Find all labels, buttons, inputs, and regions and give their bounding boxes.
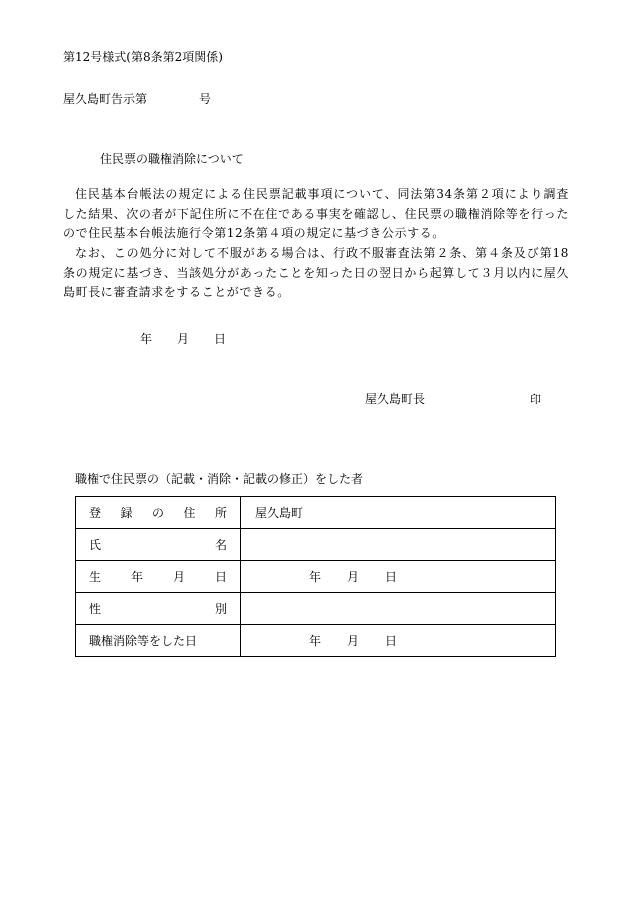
removal-label: 職権消除等をした日 (76, 625, 241, 657)
body-paragraph-2: なお、この処分に対して不服がある場合は、行政不服審査法第２条、第４条及び第18条の規定に基づき、当該処分があったことを知った日の翌日から起算して３月以内に屋久島町長に審査請求をすることができる。 (63, 246, 569, 299)
signature-office: 屋久島町長 (365, 392, 426, 406)
table-row-birth (76, 561, 556, 593)
table-row-name (76, 529, 556, 561)
birth-label: 生 年 月 日 (76, 561, 241, 593)
table-row-removal (76, 625, 556, 657)
address-label: 登 録 の 住 所 (76, 497, 241, 529)
name-label: 氏 名 (76, 529, 241, 561)
table-caption: 職権で住民票の（記載・消除・記載の修正）をした者 (75, 472, 364, 486)
name-value[interactable] (241, 529, 556, 561)
date-day: 日 (214, 332, 227, 346)
form-number: 第12号様式(第8条第2項関係) (63, 50, 223, 64)
date-month: 月 (177, 332, 190, 346)
notice-prefix: 屋久島町告示第 (63, 92, 148, 106)
notice-number (63, 90, 211, 107)
date-line (140, 330, 226, 347)
table-row-sex (76, 593, 556, 625)
record-table (75, 496, 556, 657)
sex-label: 性 別 (76, 593, 241, 625)
address-value[interactable]: 屋久島町 (241, 497, 556, 529)
date-year: 年 (140, 332, 153, 346)
seal-mark: 印 (530, 393, 541, 406)
birth-value[interactable]: 年 月 日 (241, 561, 556, 593)
page-title: 住民票の職権消除について (100, 152, 244, 166)
sex-value[interactable] (241, 593, 556, 625)
body-paragraph-1: 住民基本台帳法の規定による住民票記載事項について、同法第34条第２項により調査した結果、次の者が下記住所に不在住である事実を確認し、住民票の職権消除等を行ったので住民基本台帳法施行令第12条第４項の規定に基づき公示する。 (63, 187, 569, 240)
table-row-address (76, 497, 556, 529)
removal-value[interactable]: 年 月 日 (241, 625, 556, 657)
notice-suffix: 号 (199, 92, 212, 106)
